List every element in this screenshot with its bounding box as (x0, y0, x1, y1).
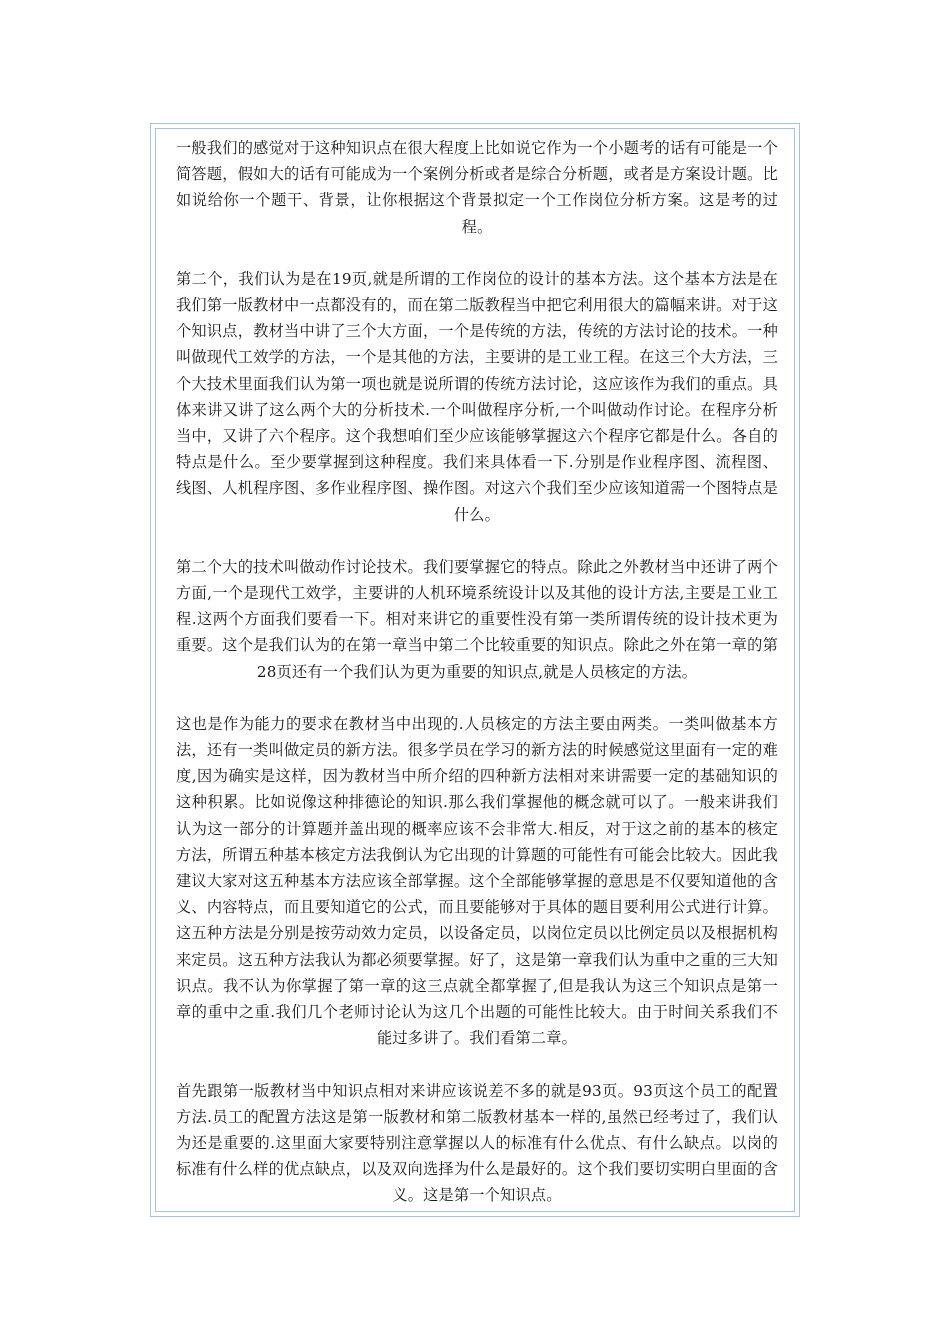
paragraph-5: 首先跟第一版教材当中知识点相对来讲应该说差不多的就是93页。93页这个员工的配置方法.员工的配置方法这是第一版教材和第二版教材基本一样的,虽然已经考过了，我们认为还是重要的.这里面大家要特别注意掌握以人的标准有什么优点、有什么缺点。以岗的标准有什么样的优点缺点，以及双向选择为什么是最好的。这个我们要切实明白里面的含义。这是第一个知识点。 (176, 1081, 778, 1205)
document-frame-outer (150, 123, 800, 1217)
paragraph-3: 第二个大的技术叫做动作讨论技术。我们要掌握它的特点。除此之外教材当中还讲了两个方面,一个是现代工效学，主要讲的人机环境系统设计以及其他的设计方法,主要是工业工程.这两个方面我们要看一下。相对来讲它的重要性没有第一类所谓传统的设计技术更为重要。这个是我们认为的在第一章当中第二个比较重要的知识点。除此之外在第一章的第28页还有一个我们认为更为重要的知识点,就是人员核定的方法。 (176, 557, 778, 681)
paragraph-1: 一般我们的感觉对于这种知识点在很大程度上比如说它作为一个小题考的话有可能是一个简答题，假如大的话有可能成为一个案例分析或者是综合分析题，或者是方案设计题。比如说给你一个题干、背景，让你根据这个背景拟定一个工作岗位分析方案。这是考的过程。 (176, 139, 778, 236)
paragraph-4: 这也是作为能力的要求在教材当中出现的.人员核定的方法主要由两类。一类叫做基本方法，还有一类叫做定员的新方法。很多学员在学习的新方法的时候感觉这里面有一定的难度,因为确实是这样，因为教材当中所介绍的四种新方法相对来讲需要一定的基础知识的这种积累。比如说像这种排德论的知识.那么我们掌握他的概念就可以了。一般来讲我们认为这一部分的计算题并盖出现的概率应该不会非常大.相反，对于这之前的基本的核定方法，所谓五种基本核定方法我倒认为它出现的计算题的可能性有可能会比较大。因此我建议大家对这五种基本方法应该全部掌握。这个全部能够掌握的意思是不仅要知道他的含义、内容特点，而且要知道它的公式，而且要能够对于具体的题目要利用公式进行计算。这五种方法是分别是按劳动效力定员，以设备定员，以岗位定员以比例定员以及根据机构来定员。这五种方法我认为都必须要掌握。好了，这是第一章我们认为重中之重的三大知识点。我不认为你掌握了第一章的这三点就全都掌握了,但是我认为这三个知识点是第一章的重中之重.我们几个老师讨论认为这几个出题的可能性比较大。由于时间关系我们不能过多讲了。我们看第二章。 (176, 714, 778, 1048)
paragraph-2: 第二个，我们认为是在19页,就是所谓的工作岗位的设计的基本方法。这个基本方法是在我们第一版教材中一点都没有的，而在第二版教程当中把它利用很大的篇幅来讲。对于这个知识点，教材当中讲了三个大方面，一个是传统的方法，传统的方法讨论的技术。一种叫做现代工效学的方法，一个是其他的方法，主要讲的是工业工程。在这三个大方法，三个大技术里面我们认为第一项也就是说所谓的传统方法讨论，这应该作为我们的重点。具体来讲又讲了这么两个大的分析技术.一个叫做程序分析,一个叫做动作讨论。在程序分析当中，又讲了六个程序。这个我想咱们至少应该能够掌握这六个程序它都是什么。各自的特点是什么。至少要掌握到这种程度。我们来具体看一下.分别是作业程序图、流程图、线图、人机程序图、多作业程序图、操作图。对这六个我们至少应该知道需一个图特点是什么。 (176, 269, 778, 524)
document-body (176, 135, 778, 1209)
document-frame-inner (155, 128, 795, 1212)
